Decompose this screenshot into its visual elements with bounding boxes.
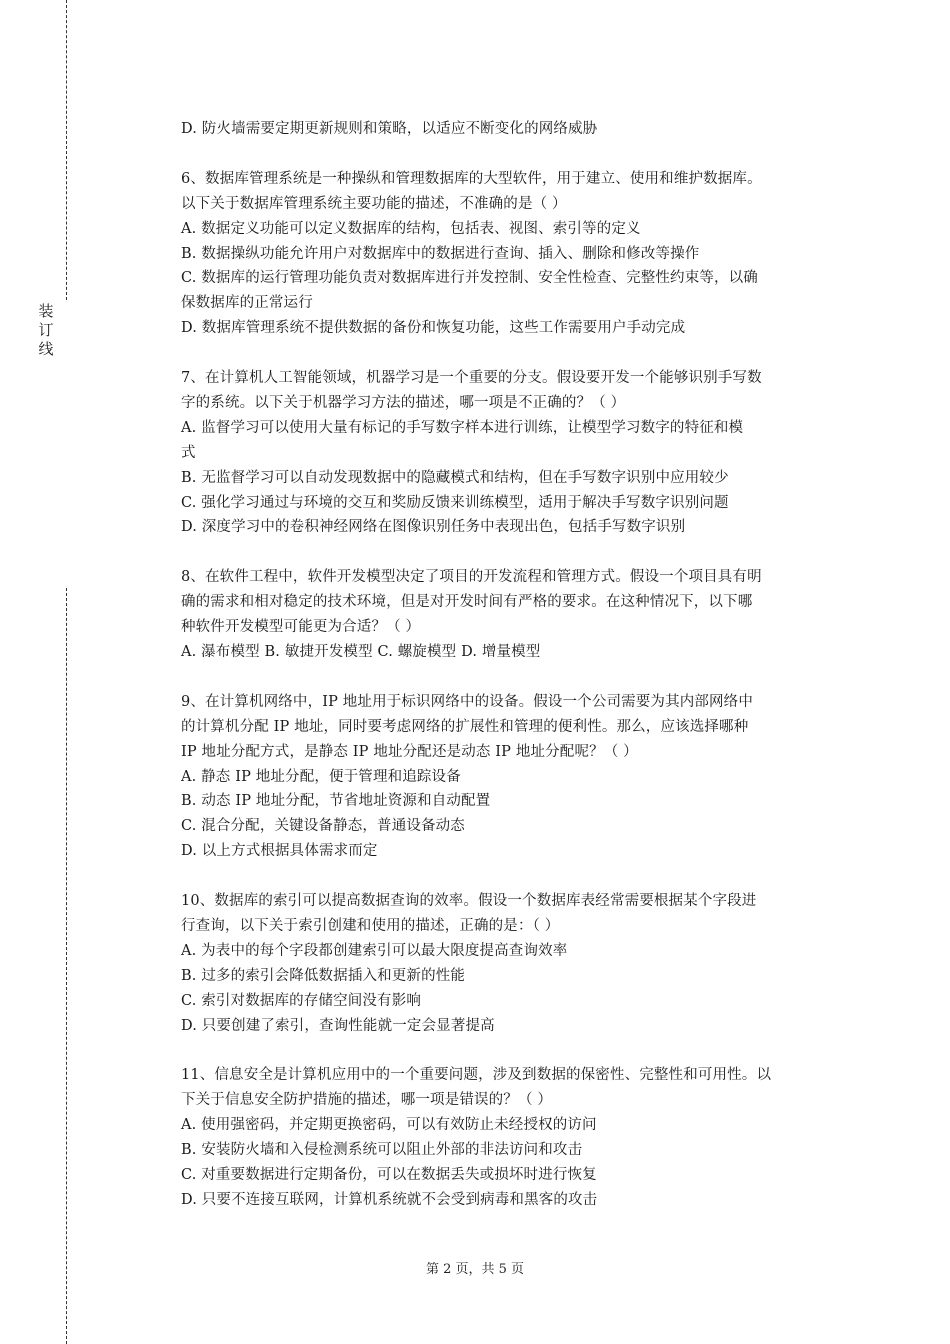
question-stem: 种软件开发模型可能更为合适？（ ） [181, 619, 421, 636]
binding-char: 订 [38, 321, 54, 339]
question-stem: 确的需求和相对稳定的技术环境，但是对开发时间有严格的要求。在这种情况下，以下哪 [181, 594, 753, 611]
option-line: D. 以上方式根据具体需求而定 [181, 843, 378, 860]
option-line: A. 静态 IP 地址分配，便于管理和追踪设备 [181, 768, 461, 785]
question-stem: 字的系统。以下关于机器学习方法的描述，哪一项是不正确的？（ ） [181, 394, 626, 411]
option-line: D. 深度学习中的卷积神经网络在图像识别任务中表现出色，包括手写数字识别 [181, 519, 686, 536]
question-stem: 6、数据库管理系统是一种操纵和管理数据库的大型软件，用于建立、使用和维护数据库。 [181, 170, 762, 187]
binding-dashed-line-bottom [66, 588, 67, 1344]
binding-char: 线 [38, 340, 54, 358]
option-line: A. 瀑布模型 B. 敏捷开发模型 C. 螺旋模型 D. 增量模型 [181, 643, 541, 660]
question-stem: IP 地址分配方式，是静态 IP 地址分配还是动态 IP 地址分配呢？（ ） [181, 743, 638, 760]
question-10 [181, 889, 841, 1038]
binding-label [38, 302, 54, 359]
question-stem: 行查询，以下关于索引创建和使用的描述，正确的是：（ ） [181, 917, 560, 934]
option-line: 式 [181, 444, 196, 461]
question-8 [181, 565, 841, 665]
option-line: C. 混合分配，关键设备静态，普通设备动态 [181, 818, 465, 835]
option-line: C. 数据库的运行管理功能负责对数据库进行并发控制、安全性检查、完整性约束等，以确 [181, 270, 758, 287]
question-stem: 7、在计算机人工智能领域，机器学习是一个重要的分支。假设要开发一个能够识别手写数 [181, 370, 762, 387]
option-line: A. 为表中的每个字段都创建索引可以最大限度提高查询效率 [181, 942, 568, 959]
question-7 [181, 366, 841, 540]
question-stem: 的计算机分配 IP 地址，同时要考虑网络的扩展性和管理的便利性。那么，应该选择哪种 [181, 718, 749, 735]
option-line: D. 只要创建了索引，查询性能就一定会显著提高 [181, 1017, 495, 1034]
binding-dashed-line-top [66, 0, 67, 300]
question-stem: 以下关于数据库管理系统主要功能的描述，不准确的是（ ） [181, 195, 567, 212]
page-footer: 第 2 页，共 5 页 [425, 1262, 525, 1277]
question-stem: 11、信息安全是计算机应用中的一个重要问题，涉及到数据的保密性、完整性和可用性。以 [181, 1067, 772, 1084]
option-line: B. 无监督学习可以自动发现数据中的隐藏模式和结构，但在手写数字识别中应用较少 [181, 469, 729, 486]
question-6 [181, 167, 841, 341]
question-stem: 9、在计算机网络中，IP 地址用于标识网络中的设备。假设一个公司需要为其内部网络中 [181, 693, 753, 710]
question-11 [181, 1063, 841, 1212]
option-line: A. 使用强密码，并定期更换密码，可以有效防止未经授权的访问 [181, 1117, 597, 1134]
question-9 [181, 690, 841, 864]
option-line: C. 索引对数据库的存储空间没有影响 [181, 992, 421, 1009]
question-stem: 8、在软件工程中，软件开发模型决定了项目的开发流程和管理方式。假设一个项目具有明 [181, 569, 762, 586]
option-line: B. 数据操纵功能允许用户对数据库中的数据进行查询、插入、删除和修改等操作 [181, 245, 700, 262]
option-line: 保数据库的正常运行 [181, 295, 313, 312]
option-line: C. 对重要数据进行定期备份，可以在数据丢失或损坏时进行恢复 [181, 1166, 597, 1183]
binding-char: 装 [38, 302, 54, 320]
question-stem: 下关于信息安全防护措施的描述，哪一项是错误的？（ ） [181, 1092, 553, 1109]
option-line: A. 数据定义功能可以定义数据库的结构，包括表、视图、索引等的定义 [181, 220, 641, 237]
option-line: D. 只要不连接互联网，计算机系统就不会受到病毒和黑客的攻击 [181, 1191, 598, 1208]
option-line: D. 数据库管理系统不提供数据的备份和恢复功能，这些工作需要用户手动完成 [181, 320, 686, 337]
option-line: B. 过多的索引会降低数据插入和更新的性能 [181, 967, 466, 984]
option-line: C. 强化学习通过与环境的交互和奖励反馈来训练模型，适用于解决手写数字识别问题 [181, 494, 729, 511]
question-content [181, 117, 841, 1213]
question-stem: 10、数据库的索引可以提高数据查询的效率。假设一个数据库表经常需要根据某个字段进 [181, 893, 757, 910]
option-line: A. 监督学习可以使用大量有标记的手写数字样本进行训练，让模型学习数字的特征和模 [181, 419, 744, 436]
option-line: D. 防火墙需要定期更新规则和策略，以适应不断变化的网络威胁 [181, 121, 598, 137]
option-line: B. 安装防火墙和入侵检测系统可以阻止外部的非法访问和攻击 [181, 1142, 583, 1159]
option-line: B. 动态 IP 地址分配，节省地址资源和自动配置 [181, 793, 491, 810]
